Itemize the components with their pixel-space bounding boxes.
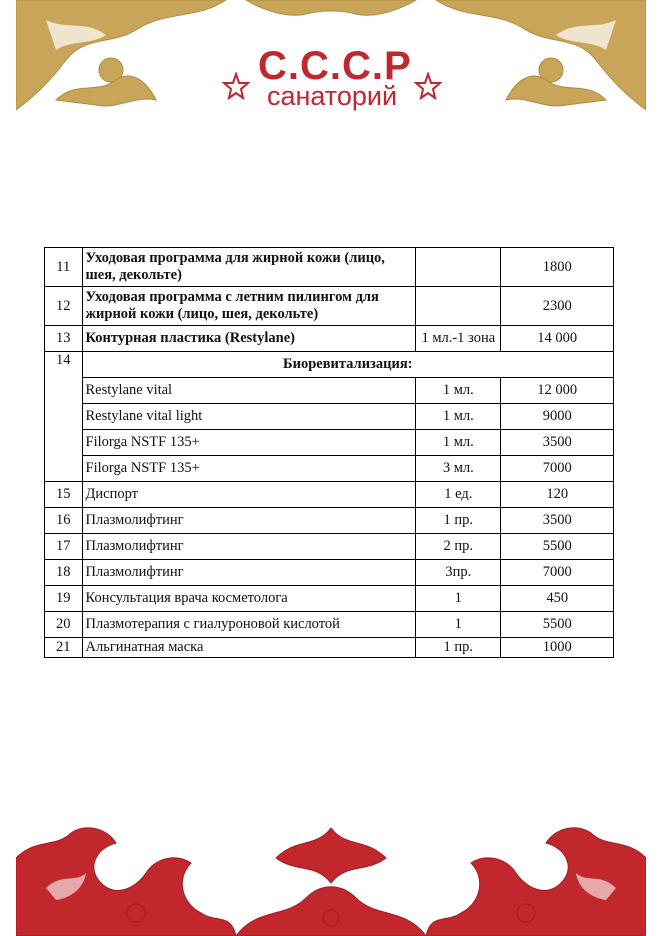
service-price: 7000 — [501, 456, 614, 482]
service-name: Плазмотерапия с гиалуроновой кислотой — [82, 612, 416, 638]
table-row — [45, 378, 614, 404]
row-number: 18 — [45, 560, 83, 586]
service-quantity: 1 пр. — [416, 638, 501, 658]
service-name: Filorga NSTF 135+ — [82, 430, 416, 456]
service-price: 9000 — [501, 404, 614, 430]
table-row — [45, 534, 614, 560]
row-number: 11 — [45, 248, 83, 287]
service-price: 5500 — [501, 612, 614, 638]
row-number: 16 — [45, 508, 83, 534]
service-name: Плазмолифтинг — [82, 560, 416, 586]
row-number: 12 — [45, 287, 83, 326]
service-name: Плазмолифтинг — [82, 534, 416, 560]
service-name: Filorga NSTF 135+ — [82, 456, 416, 482]
table-row — [45, 508, 614, 534]
table-row — [45, 287, 614, 326]
service-quantity: 3пр. — [416, 560, 501, 586]
service-quantity: 1 мл.-1 зона — [416, 326, 501, 352]
service-quantity — [416, 287, 501, 326]
section-title: Биоревитализация: — [82, 352, 613, 378]
logo-word: санаторий — [266, 81, 398, 111]
section-header-row — [45, 352, 614, 378]
service-price: 1000 — [501, 638, 614, 658]
table-row — [45, 248, 614, 287]
service-quantity: 1 пр. — [416, 508, 501, 534]
service-price: 14 000 — [501, 326, 614, 352]
table-row — [45, 560, 614, 586]
star-icon — [414, 72, 442, 100]
row-number: 15 — [45, 482, 83, 508]
service-price: 120 — [501, 482, 614, 508]
service-quantity: 1 мл. — [416, 378, 501, 404]
service-name: Уходовая программа с летним пилингом для жирной кожи (лицо, шея, декольте) — [82, 287, 416, 326]
price-table — [44, 247, 614, 658]
service-name: Restylane vital light — [82, 404, 416, 430]
service-name: Restylane vital — [82, 378, 416, 404]
row-number: 13 — [45, 326, 83, 352]
table-row — [45, 586, 614, 612]
star-icon — [222, 72, 250, 100]
logo-abbreviation: С.С.С.Р — [258, 44, 412, 88]
service-quantity: 1 — [416, 612, 501, 638]
row-number: 14 — [45, 352, 83, 482]
row-number: 17 — [45, 534, 83, 560]
bottom-ornament — [16, 818, 646, 936]
service-price: 3500 — [501, 430, 614, 456]
service-quantity: 1 мл. — [416, 430, 501, 456]
table-row — [45, 482, 614, 508]
service-name: Консультация врача косметолога — [82, 586, 416, 612]
service-quantity: 1 — [416, 586, 501, 612]
service-quantity: 2 пр. — [416, 534, 501, 560]
service-price: 7000 — [501, 560, 614, 586]
table-row — [45, 326, 614, 352]
service-price: 450 — [501, 586, 614, 612]
service-quantity: 1 ед. — [416, 482, 501, 508]
table-row — [45, 638, 614, 658]
service-name: Альгинатная маска — [82, 638, 416, 658]
table-row — [45, 612, 614, 638]
service-price: 2300 — [501, 287, 614, 326]
service-quantity: 3 мл. — [416, 456, 501, 482]
service-quantity: 1 мл. — [416, 404, 501, 430]
service-name: Диспорт — [82, 482, 416, 508]
row-number: 20 — [45, 612, 83, 638]
row-number: 21 — [45, 638, 83, 658]
table-row — [45, 430, 614, 456]
service-price: 1800 — [501, 248, 614, 287]
service-quantity — [416, 248, 501, 287]
logo — [222, 44, 442, 114]
row-number: 19 — [45, 586, 83, 612]
service-price: 12 000 — [501, 378, 614, 404]
table-row — [45, 456, 614, 482]
service-price: 3500 — [501, 508, 614, 534]
service-name: Плазмолифтинг — [82, 508, 416, 534]
service-name: Контурная пластика (Restylane) — [82, 326, 416, 352]
service-price: 5500 — [501, 534, 614, 560]
service-name: Уходовая программа для жирной кожи (лицо, шея, декольте) — [82, 248, 416, 287]
table-row — [45, 404, 614, 430]
